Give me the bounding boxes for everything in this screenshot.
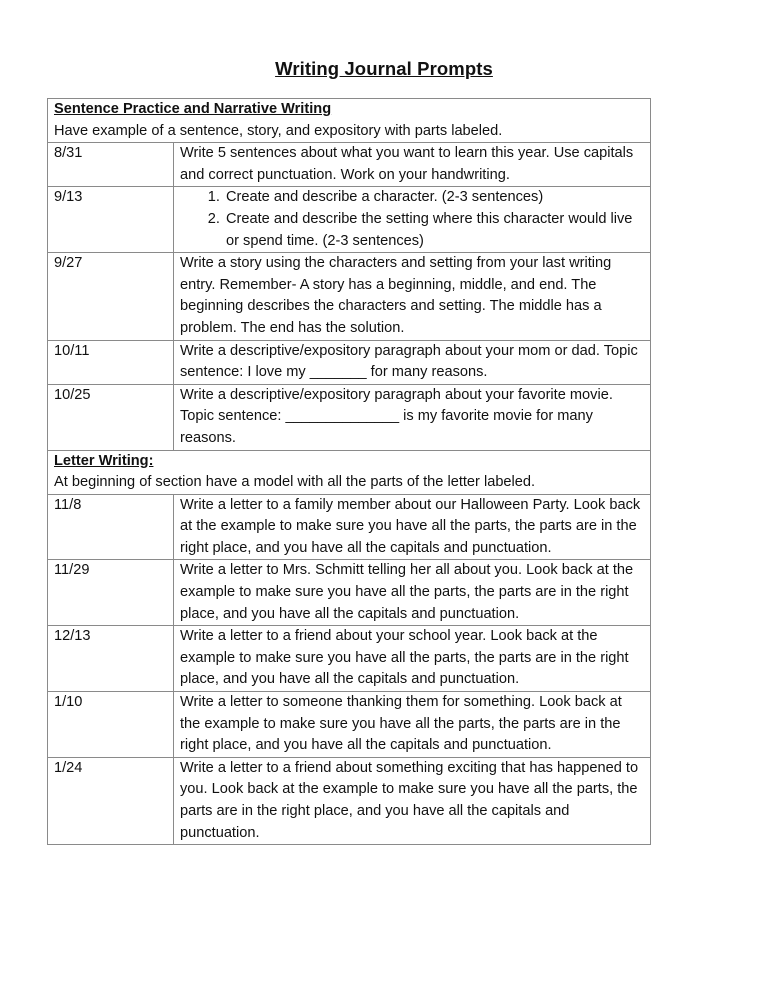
date-cell: 9/27 — [48, 253, 174, 340]
section-note: Have example of a sentence, story, and expository with parts labeled. — [54, 122, 503, 139]
section-header-cell — [48, 450, 651, 494]
prompt-cell: Write 5 sentences about what you want to learn this year. Use capitals and correct punctuation. Work on your handwriting. — [174, 143, 651, 187]
date-cell: 1/24 — [48, 757, 174, 844]
prompts-table — [47, 98, 651, 845]
table-row — [48, 692, 651, 758]
table-row — [48, 560, 651, 626]
date-cell: 1/10 — [48, 692, 174, 758]
table-row — [48, 340, 651, 384]
date-cell: 10/25 — [48, 384, 174, 450]
section-header-cell — [48, 99, 651, 143]
section-header-row — [48, 99, 651, 143]
list-item: 1. Create and describe a character. (2-3 sentences) — [224, 187, 646, 209]
date-cell: 11/8 — [48, 494, 174, 560]
prompt-cell: Write a descriptive/expository paragraph about your mom or dad. Topic sentence: I love my _______ for many reasons. — [174, 340, 651, 384]
prompt-cell: Write a descriptive/expository paragraph about your favorite movie. Topic sentence: ______________ is my favorite movie for many reasons. — [174, 384, 651, 450]
prompt-cell — [174, 187, 651, 253]
table-row — [48, 494, 651, 560]
section-title: Sentence Practice and Narrative Writing — [54, 101, 332, 117]
date-cell: 11/29 — [48, 560, 174, 626]
table-row — [48, 626, 651, 692]
prompt-cell: Write a story using the characters and setting from your last writing entry. Remember- A story has a beginning, middle, and end. The beginning describes the characters and setting. The middle has a problem. The end has the solution. — [174, 253, 651, 340]
date-cell: 8/31 — [48, 143, 174, 187]
table-row — [48, 384, 651, 450]
section-title: Letter Writing: — [54, 452, 154, 469]
prompt-cell: Write a letter to someone thanking them for something. Look back at the example to make sure you have all the parts, the parts are in the right place, and you have all the capitals and punctuation. — [174, 692, 651, 758]
section-note: At beginning of section have a model with all the parts of the letter labeled. — [54, 474, 536, 491]
page-title: Writing Journal Prompts — [275, 58, 493, 79]
date-cell: 12/13 — [48, 626, 174, 692]
prompt-list — [180, 187, 646, 252]
table-row — [48, 253, 651, 340]
table-row — [48, 757, 651, 844]
date-cell: 9/13 — [48, 187, 174, 253]
list-item: 2. Create and describe the setting where this character would live or spend time. (2-3 sentences) — [224, 209, 646, 252]
prompt-cell: Write a letter to a friend about your school year. Look back at the example to make sure you have all the parts, the parts are in the right place, and you have all the capitals and punctuation. — [174, 626, 651, 692]
table-row — [48, 143, 651, 187]
prompt-cell: Write a letter to a family member about our Halloween Party. Look back at the example to make sure you have all the parts, the parts are in the right place, and you have all the capitals and punctuation. — [174, 494, 651, 560]
table-row — [48, 187, 651, 253]
prompt-cell: Write a letter to Mrs. Schmitt telling her all about you. Look back at the example to make sure you have all the parts, the parts are in the right place, and you have all the capitals and punctuation. — [174, 560, 651, 626]
date-cell: 10/11 — [48, 340, 174, 384]
prompt-cell: Write a letter to a friend about something exciting that has happened to you. Look back at the example to make sure you have all the parts, the parts are in the right place, and you have all the capitals and punctuation. — [174, 757, 651, 844]
section-header-row — [48, 450, 651, 494]
